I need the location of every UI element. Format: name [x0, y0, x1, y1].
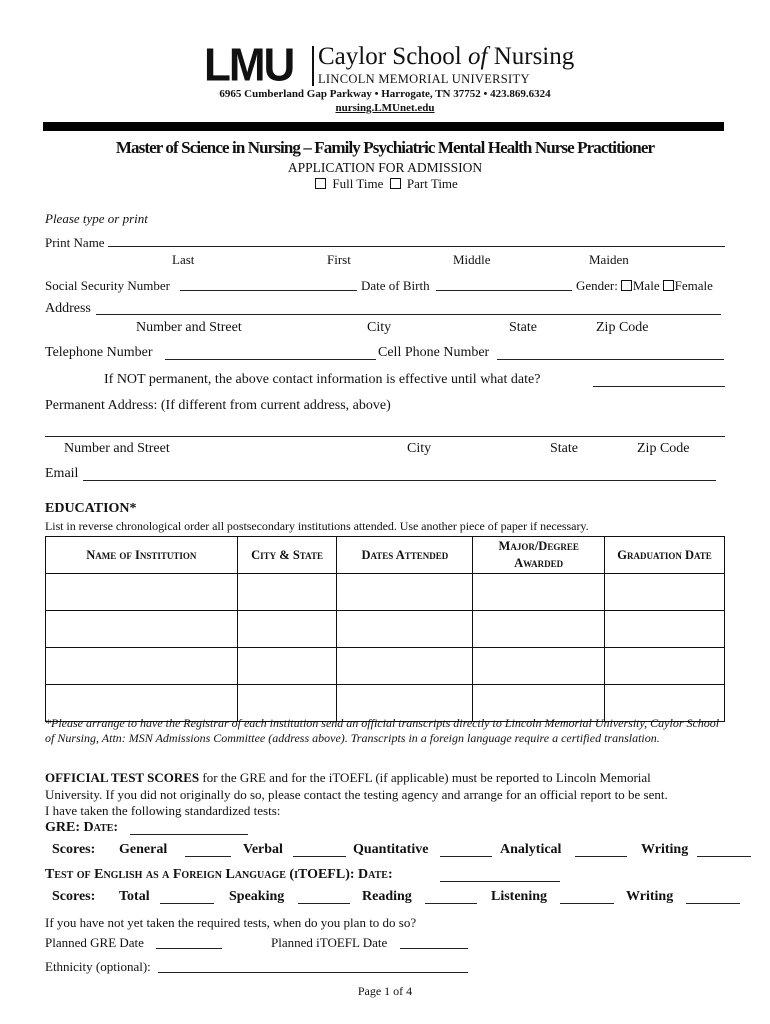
instructions: Please type or print — [45, 211, 148, 226]
full-time-checkbox[interactable] — [315, 178, 326, 189]
gre-general-label: General — [119, 842, 168, 857]
dob-label: Date of Birth — [361, 278, 430, 293]
planned-gre-label: Planned GRE Date — [45, 935, 144, 950]
table-cell[interactable] — [473, 611, 605, 648]
telephone-label: Telephone Number — [45, 345, 153, 360]
education-instruction: List in reverse chronological order all postsecondary institutions attended. Use another piece of paper if necessary. — [45, 519, 589, 533]
enrollment-options — [0, 176, 770, 192]
table-cell[interactable] — [46, 648, 238, 685]
education-heading: EDUCATION* — [45, 501, 137, 516]
female-checkbox[interactable] — [663, 280, 674, 291]
female-label: Female — [674, 278, 713, 293]
table-cell[interactable] — [237, 611, 337, 648]
cell-field[interactable] — [497, 359, 724, 360]
col-major: Major/Degree Awarded — [473, 537, 605, 574]
toefl-date-label: Test of English as a Foreign Language (iTOEFL): Date: — [45, 867, 393, 882]
part-time-checkbox[interactable] — [390, 178, 401, 189]
table-cell[interactable] — [473, 574, 605, 611]
ethnicity-field[interactable] — [158, 972, 468, 973]
table-cell[interactable] — [337, 648, 473, 685]
planned-gre-field[interactable] — [156, 948, 222, 949]
ssn-field[interactable] — [180, 290, 357, 291]
city-caption: City — [367, 320, 392, 335]
col-graduation: Graduation Date — [605, 537, 725, 574]
address-field[interactable] — [96, 314, 721, 315]
planned-toefl-field[interactable] — [400, 948, 468, 949]
gre-scores-label: Scores: — [52, 842, 96, 857]
last-name-caption: Last — [172, 252, 195, 267]
print-name-label: Print Name — [45, 235, 105, 250]
gender-group — [576, 278, 713, 294]
test-scores-line3: I have taken the following standardized tests: — [45, 803, 281, 818]
first-name-caption: First — [327, 252, 351, 267]
table-cell[interactable] — [473, 648, 605, 685]
perm-city-caption: City — [407, 441, 432, 456]
gre-quant-field[interactable] — [440, 856, 492, 857]
gre-date-label: GRE: Date: — [45, 820, 119, 835]
toefl-writing-label: Writing — [626, 889, 674, 904]
contact-address: 6965 Cumberland Gap Parkway • Harrogate, TN 37752 • 423.869.6324 — [219, 88, 551, 100]
state-caption: State — [509, 320, 537, 335]
dob-field[interactable] — [436, 290, 572, 291]
not-taken-question: If you have not yet taken the required tests, when do you plan to do so? — [45, 915, 417, 930]
gre-writing-label: Writing — [641, 842, 689, 857]
male-label: Male — [632, 278, 660, 293]
header-rule — [43, 122, 724, 131]
permanent-address-label: Permanent Address: (If different from current address, above) — [45, 398, 391, 413]
university-name: LINCOLN MEMORIAL UNIVERSITY — [318, 72, 530, 86]
cell-label: Cell Phone Number — [378, 345, 490, 360]
perm-state-caption: State — [550, 441, 578, 456]
table-row — [46, 611, 725, 648]
program-title: Master of Science in Nursing – Family Psychiatric Mental Health Nurse Practitioner — [115, 138, 655, 157]
education-table — [45, 536, 725, 722]
zip-caption: Zip Code — [596, 320, 649, 335]
gre-writing-field[interactable] — [697, 856, 751, 857]
gre-verbal-label: Verbal — [243, 842, 283, 857]
test-scores-line2: University. If you did not originally do so, please contact the testing agency and arrange for an official report to be sent. — [45, 787, 668, 802]
toefl-total-label: Total — [119, 889, 150, 904]
male-checkbox[interactable] — [621, 280, 632, 291]
email-label: Email — [45, 466, 79, 481]
print-name-field[interactable] — [108, 246, 725, 247]
table-cell[interactable] — [46, 574, 238, 611]
col-city-state: City & State — [237, 537, 337, 574]
gre-general-field[interactable] — [185, 856, 231, 857]
logo-divider — [312, 46, 314, 86]
perm-zip-caption: Zip Code — [637, 441, 690, 456]
table-cell[interactable] — [46, 611, 238, 648]
table-cell[interactable] — [605, 648, 725, 685]
toefl-listening-label: Listening — [491, 889, 548, 904]
lmu-logo: LMU — [204, 39, 294, 92]
table-cell[interactable] — [605, 574, 725, 611]
full-time-label: Full Time — [332, 176, 384, 191]
gender-label: Gender: — [576, 278, 618, 293]
website-link[interactable]: nursing.LMUnet.edu — [335, 102, 435, 114]
middle-name-caption: Middle — [453, 252, 491, 267]
page-number: Page 1 of 4 — [357, 984, 413, 998]
part-time-label: Part Time — [406, 176, 458, 191]
toefl-speaking-label: Speaking — [229, 889, 285, 904]
gre-quant-label: Quantitative — [353, 842, 429, 857]
application-heading: APPLICATION FOR ADMISSION — [287, 160, 483, 175]
ethnicity-label: Ethnicity (optional): — [45, 959, 151, 974]
telephone-field[interactable] — [165, 359, 376, 360]
transcript-note: *Please arrange to have the Registrar of each institution send an official transcripts directly to Lincoln Memorial University, Caylor School of Nursing, Attn: MSN Admissions Committee (address above). Transcripts in a foreign language require a certified translation. — [45, 716, 720, 745]
perm-street-caption: Number and Street — [64, 441, 170, 456]
table-cell[interactable] — [237, 574, 337, 611]
toefl-listening-field[interactable] — [560, 903, 614, 904]
table-cell[interactable] — [237, 648, 337, 685]
toefl-date-field[interactable] — [440, 881, 560, 882]
col-institution: Name of Institution — [46, 537, 238, 574]
toefl-reading-field[interactable] — [425, 903, 477, 904]
table-header-row — [46, 537, 725, 574]
street-caption: Number and Street — [136, 320, 242, 335]
table-cell[interactable] — [605, 611, 725, 648]
toefl-reading-label: Reading — [362, 889, 412, 904]
planned-toefl-label: Planned iTOEFL Date — [271, 935, 388, 950]
table-row — [46, 648, 725, 685]
toefl-total-field[interactable] — [160, 903, 214, 904]
gre-verbal-field[interactable] — [293, 856, 346, 857]
table-cell[interactable] — [337, 611, 473, 648]
not-permanent-text: If NOT permanent, the above contact information is effective until what date? — [104, 372, 541, 387]
gre-analytical-field[interactable] — [575, 856, 627, 857]
maiden-name-caption: Maiden — [589, 252, 629, 267]
address-label: Address — [45, 301, 91, 316]
table-row — [46, 574, 725, 611]
test-scores-intro: OFFICIAL TEST SCORES for the GRE and for the iTOEFL (if applicable) must be reported to Lincoln Memorial — [45, 770, 651, 785]
gre-date-field[interactable] — [130, 834, 248, 835]
table-cell[interactable] — [337, 574, 473, 611]
toefl-writing-field[interactable] — [686, 903, 740, 904]
effective-date-field[interactable] — [593, 386, 725, 387]
permanent-address-field[interactable] — [45, 436, 725, 437]
ssn-label: Social Security Number — [45, 278, 170, 293]
toefl-scores-label: Scores: — [52, 889, 96, 904]
toefl-speaking-field[interactable] — [298, 903, 350, 904]
gre-analytical-label: Analytical — [500, 842, 562, 857]
email-field[interactable] — [83, 480, 716, 481]
school-name: Caylor School of Nursing — [318, 43, 575, 70]
col-dates: Dates Attended — [337, 537, 473, 574]
